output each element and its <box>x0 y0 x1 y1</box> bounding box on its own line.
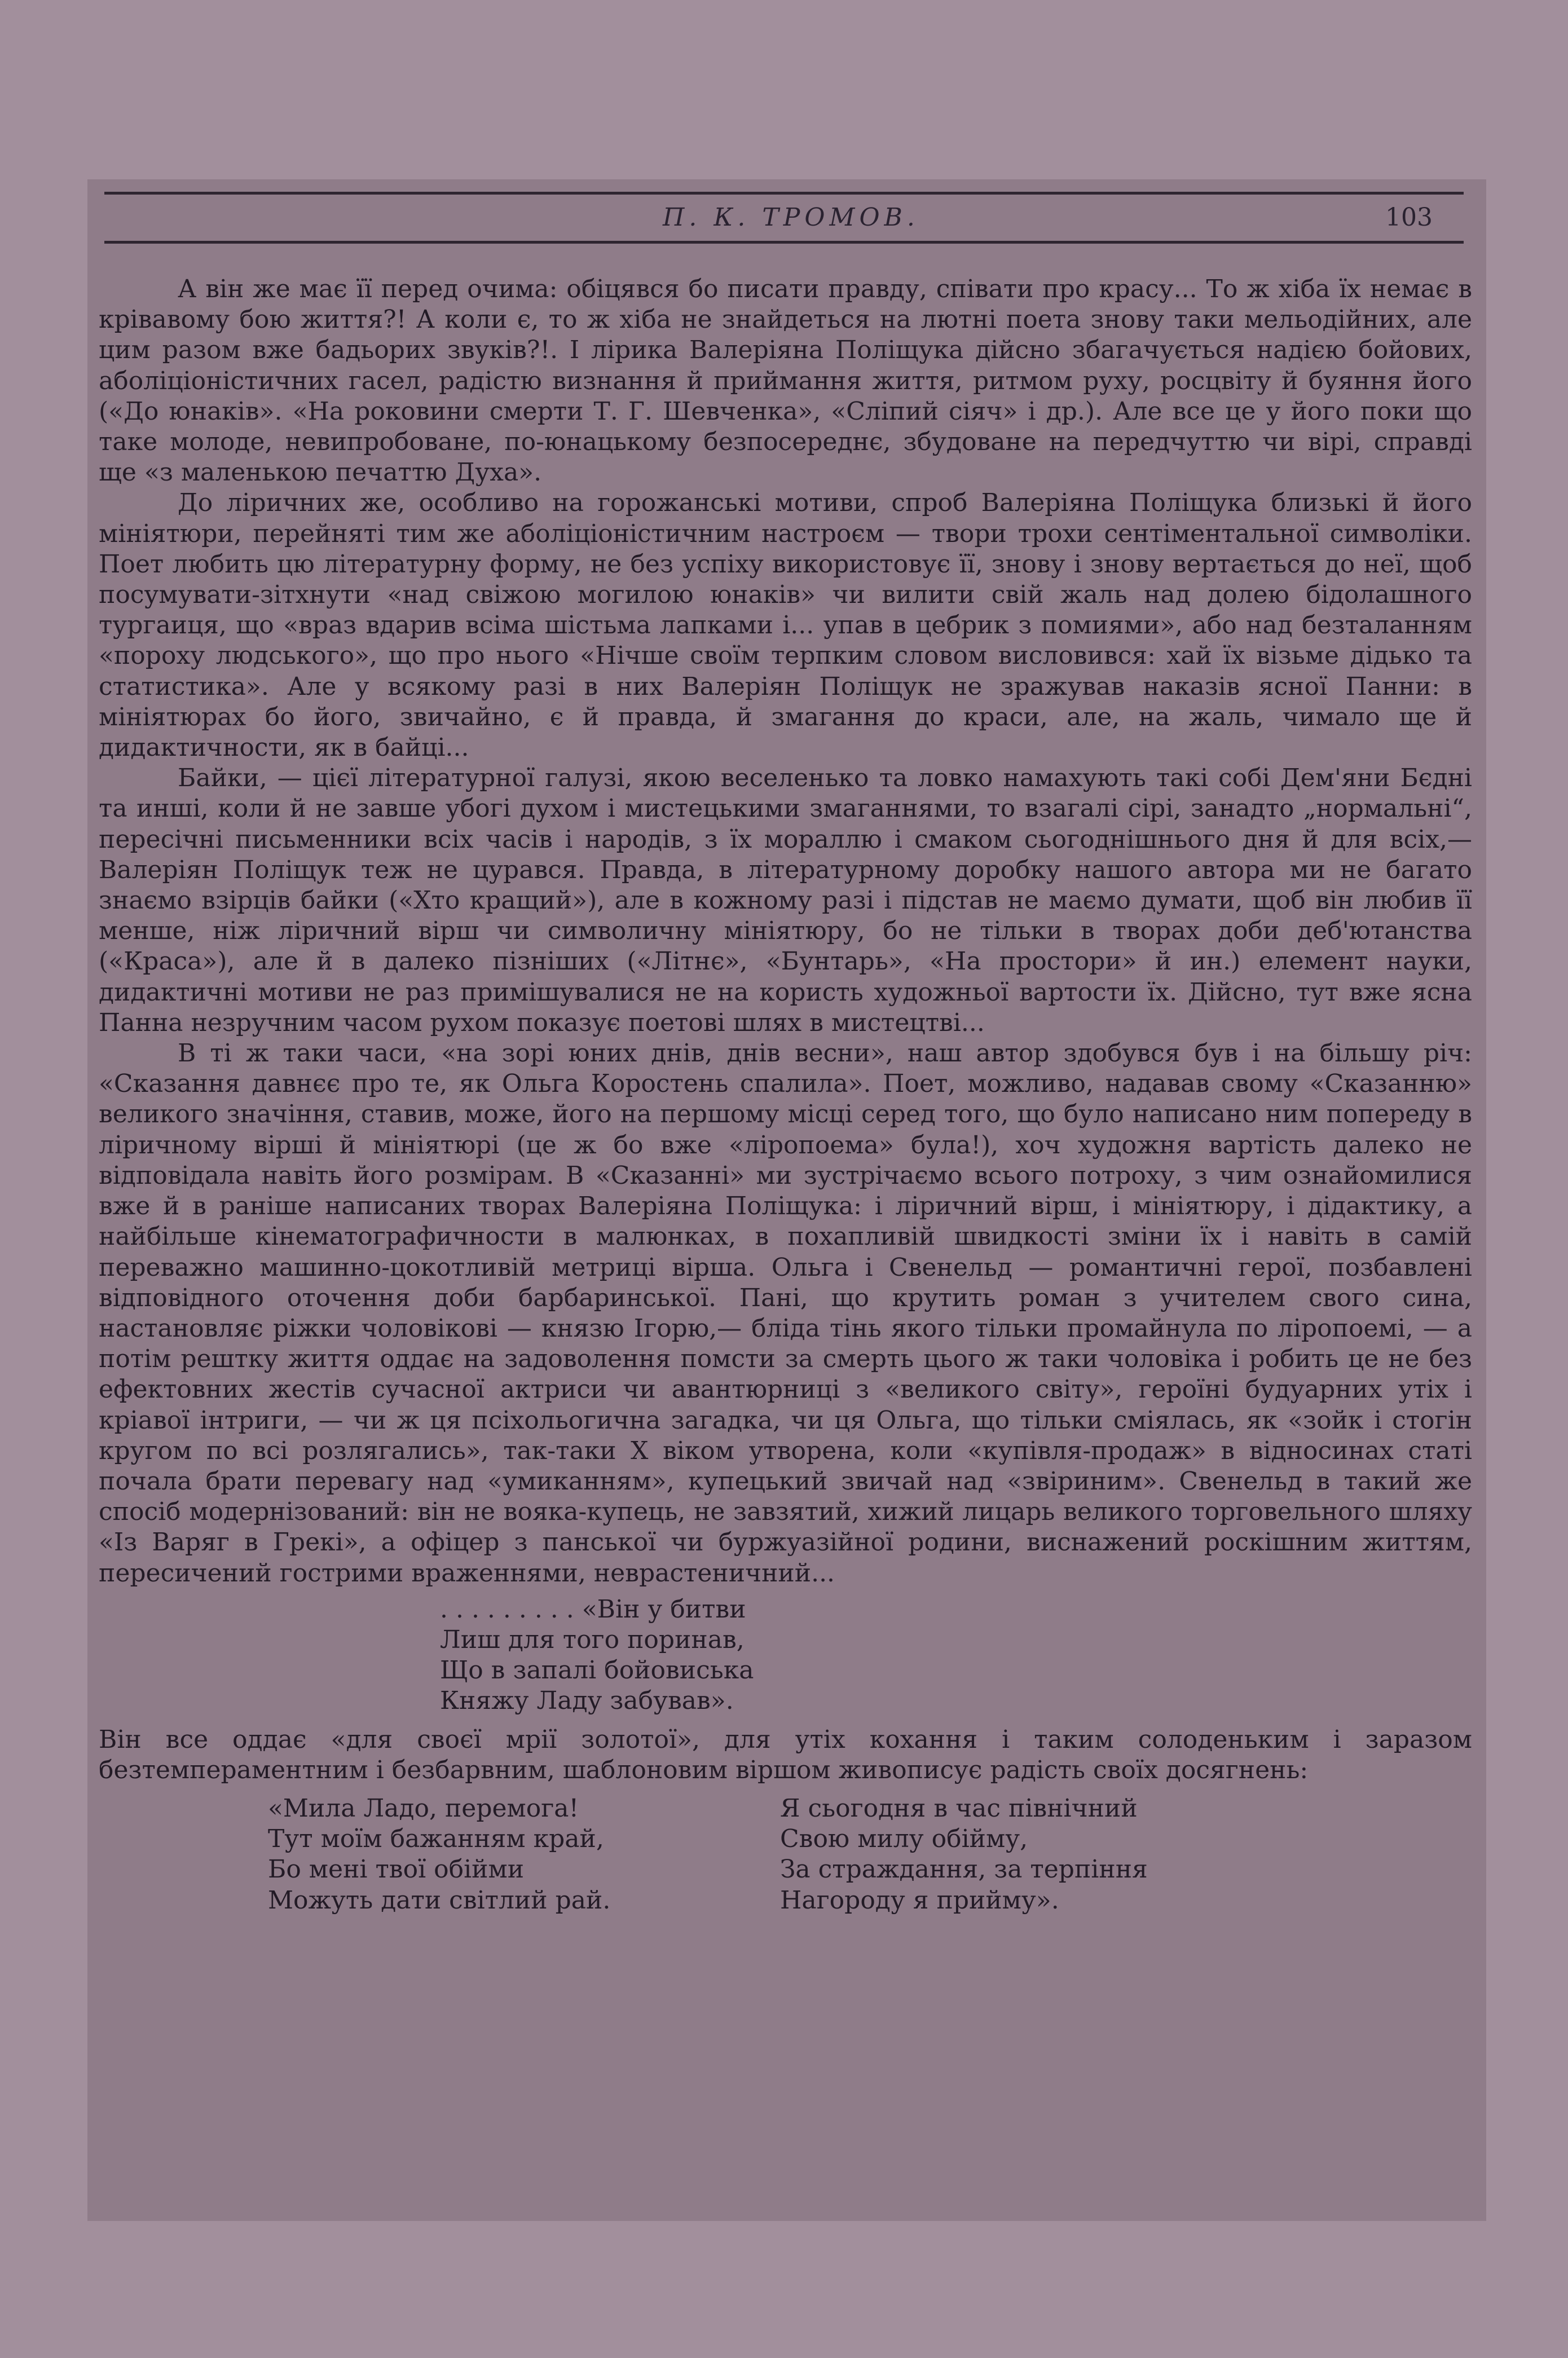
verse-line: «Мила Ладо, перемога! <box>268 1793 579 1823</box>
body-text <box>99 274 1472 1918</box>
book-page <box>87 179 1486 2221</box>
paragraph: А він же має її перед очима: обіцявся бо писати правду, співати про красу... То ж хіба їх немає в крівавому бою життя?! А коли є, то ж хіба не знайдеться на лютні поета знову таки мельодійних, але цим разом вже бадьорих звуків?!. І лірика Валеріяна Поліщука дійсно збагачується надією бойових, аболіціоністичних гасел, радістю визнання й приймання життя, ритмом руху, росцвіту й буяння його («До юнаків». «На роковини смерти Т. Г. Шевченка», «Сліпий сіяч» і др.). Але все це у його поки що таке молоде, невипробоване, по-юнацькому безпосереднє, збудоване на передчуттю чи вірі, справді ще «з маленькою печаттю Духа». <box>99 275 1472 487</box>
verse-line: Що в запалі бойовиська <box>440 1656 754 1685</box>
verse-line: Я сьогодня в час північний <box>780 1793 1138 1823</box>
running-head <box>87 203 1486 237</box>
verse-column-left <box>268 1793 610 1916</box>
page-number: 103 <box>1385 203 1433 232</box>
verse-line: Нагороду я прийму». <box>780 1885 1059 1915</box>
paragraph: Він все оддає «для своєї мрії золотої», для утіх кохання і таким солоденьким і заразом безтемпераментним і безбарвним, шаблоновим віршом живописує радість своїх досягнень: <box>99 1725 1472 1784</box>
paragraph: В ті ж таки часи, «на зорі юних днів, днів весни», наш автор здобувся був і на більшу річ: «Сказання давнєє про те, як Ольга Коростень спалила». Поет, можливо, надавав свому «Сказанню» великого значіння, ставив, може, його на першому місці серед того, що було написано ним попереду в ліричному вірші й мініятюрі (це ж бо вже «ліропоема» була!), хоч художня вартість далеко не відповідала навіть його розмірам. В «Сказанні» ми зустрічаємо всього потроху, з чим ознайомилися вже й в раніше написаних творах Валеріяна Поліщука: і ліричний вірш, і мініятюру, і дідактику, а найбільше кінематографичности в малюнках, в похапливій швидкості зміни їх і навіть в самій переважно машинно-цокотливій метриці вірша. Ольга і Свенельд — романтичні герої, позбавлені відповідного оточення доби барбаринської. Пані, що крутить роман з учителем свого сина, настановляє ріжки чоловікові — князю Ігорю,— бліда тінь якого тільки промайнула по ліропоемі, — а потім рештку життя оддає на задоволення помсти за смерть цього ж таки чоловіка і робить це не без ефектовних жестів сучасної актриси чи авантюрниці з «великого світу», героїні будуарних утіх і кріавої інтриги, — чи ж ця псіхольогична загадка, чи ця Ольга, що тільки сміялась, як «зойк і стогін кругом по всі розлягались», так-таки X віком утворена, коли «купівля-продаж» в відносинах статі почала брати перевагу над «умиканням», купецький звичай над «звіриним». Свенельд в такий же спосіб модернізований: він не вояка-купець, не завзятий, хижий лицарь великого торговельного шляху «Із Варяг в Грекі», а офіцер з панської чи буржуазійної родини, виснажений роскішним життям, пересичений гострими враженнями, неврастеничний... <box>99 1039 1472 1588</box>
verse-line: . . . . . . . . . «Він у битви <box>440 1594 746 1624</box>
header-rule-bottom <box>104 241 1464 244</box>
verse-quote-1 <box>440 1594 1472 1717</box>
verse-line: Свою милу обійму, <box>780 1824 1028 1854</box>
paragraph: До ліричних же, особливо на горожанські мотиви, спроб Валеріяна Поліщука близькі й його мініятюри, перейняті тим же аболіціоністичним настроєм — твори трохи сентіментальної символіки. Поет любить цю літературну форму, не без успіху використовує її, знову і знову вертається до неї, щоб посумувати-зітхнути «над свіжою могилою юнаків» чи вилити свій жаль над долею бідолашного тургаиця, що «враз вдарив всіма шістьма лапками і... упав в цебрик з помиями», або над безталанням «пороху людського», що про нього «Нічше своїм терпким словом висловився: хай їх візьме дідько та статистика». Але у всякому разі в них Валеріян Поліщук не зражував наказів ясної Панни: в мініятюрах бо його, звичайно, є й правда, й змагання до краси, але, на жаль, чимало ще й дидактичности, як в байці... <box>99 488 1472 763</box>
verse-line: Тут моїм бажанням край, <box>268 1824 604 1854</box>
header-rule-top <box>104 192 1464 195</box>
verse-line: Княжу Ладу забував». <box>440 1686 734 1716</box>
verse-line: Бо мені твої обійми <box>268 1855 525 1884</box>
verse-column-right <box>780 1793 1148 1916</box>
verse-line: Лиш для того поринав, <box>440 1625 745 1654</box>
verse-quote-2 <box>268 1793 1472 1918</box>
running-head-title: П. К. ТРОМОВ. <box>663 203 919 232</box>
verse-line: Можуть дати світлий рай. <box>268 1885 611 1915</box>
verse-line: За страждання, за терпіння <box>780 1855 1148 1884</box>
paragraph: Байки, — цієї літературної галузі, якою веселенько та ловко намахують такі собі Дем'яни Бєдні та инші, коли й не завше убогі духом і мистецькими змаганнями, то взагалі сірі, занадто „нормальні“, пересічні письменники всіх часів і народів, з їх мораллю і смаком сьогоднішнього дня й для всіх,— Валеріян Поліщук теж не цурався. Правда, в літературному доробку нашого автора ми не багато знаємо взірців байки («Хто кращий»), але в кожному разі і підстав не маємо думати, щоб він любив її менше, ніж ліричний вірш чи символичну мініятюру, бо не тільки в творах доби деб'ютанства («Краса»), але й в далеко пізніших («Літнє», «Бунтарь», «На простори» й ин.) елемент науки, дидактичні мотиви не раз примішувалися не на користь художньої вартости їх. Дійсно, тут вже ясна Панна незручним часом рухом показує поетові шлях в мистецтві... <box>99 764 1472 1037</box>
